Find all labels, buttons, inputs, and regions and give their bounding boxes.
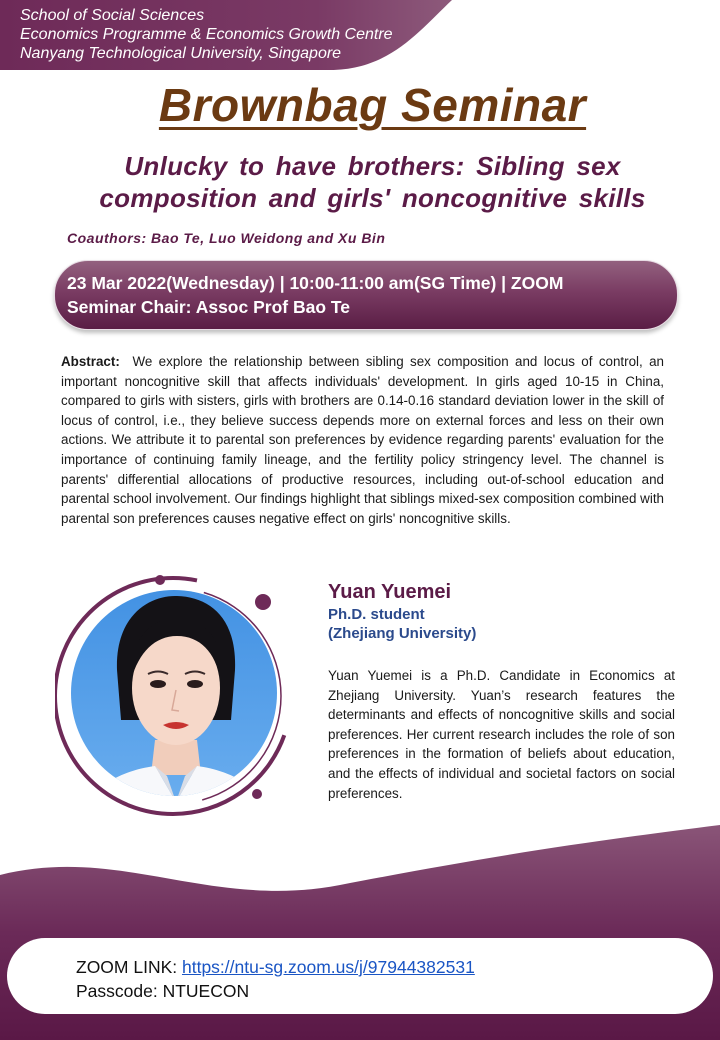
speaker-photo-frame <box>55 570 295 830</box>
speaker-title: Ph.D. student <box>328 606 425 623</box>
talk-title <box>60 150 685 214</box>
abstract-text: We explore the relationship between sibling sex composition and locus of control, an important noncognitive skill that affects individuals' development. In girls aged 10-15 in China, compared to girls with sisters, girls with brothers are 0.14-0.16 standard deviation lower in the skill of locus of control, i.e., they believe success depends more on external forces and less on their own actions. We attribute it to parental son preferences by evidence regarding parents' evaluation for the importance of continuing family lineage, and the fertility policy stringency level. The channel is parents' differential allocations of productive resources, including out-of-school education and parental school involvement. Our findings highlight that siblings mixed-sex composition combined with parental son preferences causes negative effect on girls' noncognitive skills. <box>61 354 664 526</box>
passcode-value: NTUECON <box>162 981 250 1001</box>
seminar-chair: Seminar Chair: Assoc Prof Bao Te <box>67 297 350 317</box>
zoom-link-line <box>76 957 475 978</box>
zoom-link-label: ZOOM LINK: <box>76 957 182 977</box>
passcode-line <box>76 981 249 1002</box>
abstract-label: Abstract: <box>61 354 120 369</box>
talk-title-line2: composition and girls' noncognitive skills <box>99 183 646 213</box>
ring-dot-small <box>155 575 165 585</box>
ring-dot-large <box>255 594 271 610</box>
speaker-name: Yuan Yuemei <box>328 581 452 603</box>
passcode-label: Passcode: <box>76 981 163 1001</box>
speaker-affiliation: (Zhejiang University) <box>328 625 477 642</box>
header-university: Nanyang Technological University, Singapore <box>20 45 342 62</box>
header-programme: Economics Programme & Economics Growth Centre <box>20 26 393 43</box>
talk-title-line1: Unlucky to have brothers: Sibling sex <box>124 151 621 181</box>
zoom-info-box <box>7 938 713 1014</box>
coauthors: Coauthors: Bao Te, Luo Weidong and Xu Bin <box>67 230 386 246</box>
zoom-link[interactable]: https://ntu-sg.zoom.us/j/97944382531 <box>181 957 475 977</box>
seminar-title: Brownbag Seminar <box>158 79 587 131</box>
abstract <box>61 352 664 528</box>
info-bar <box>54 260 678 330</box>
header-school: School of Social Sciences <box>20 7 205 24</box>
ring-dot-bottom <box>252 789 262 799</box>
date-time-line: 23 Mar 2022(Wednesday) | 10:00-11:00 am(SG Time) | ZOOM <box>67 273 564 293</box>
speaker-bio: Yuan Yuemei is a Ph.D. Candidate in Economics at Zhejiang University. Yuan’s research features the determinants and effects of noncognitive skills and social preferences. Her current research includes the role of son preferences in the formation of beliefs about education, and the effects of individual and societal factors on social preferences. <box>328 668 675 801</box>
speaker-role <box>328 605 476 643</box>
header-text <box>20 6 393 63</box>
